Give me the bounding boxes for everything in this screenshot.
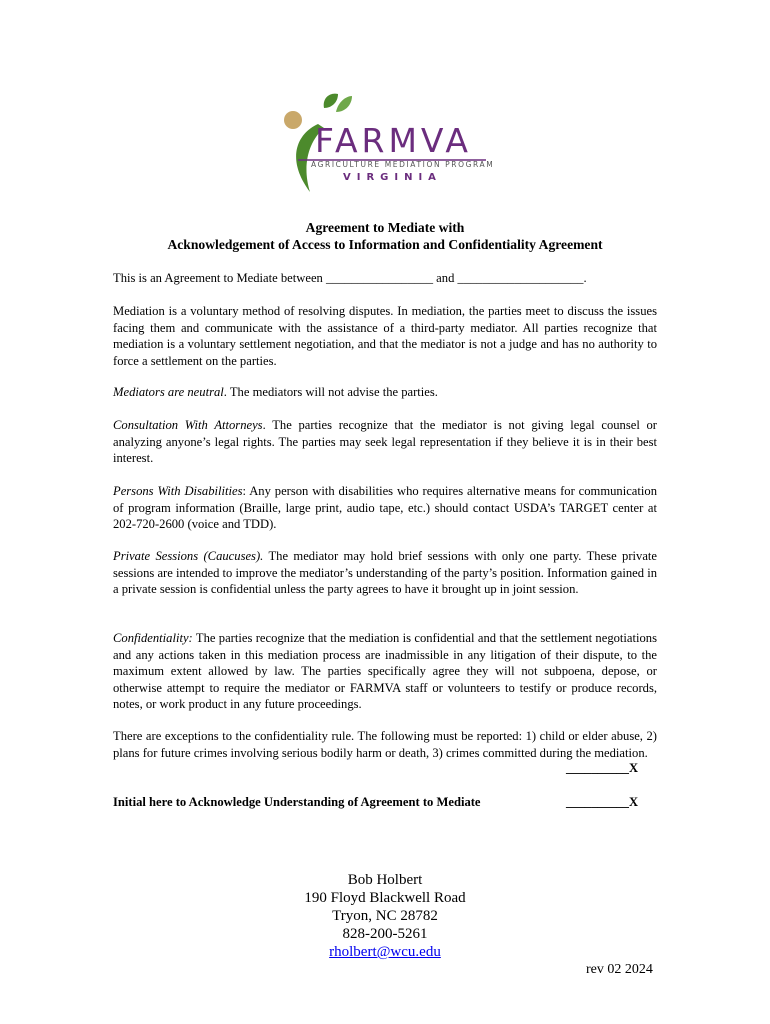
contact-city: Tryon, NC 28782: [332, 908, 438, 924]
logo-wordmark: FARMVA: [315, 121, 472, 160]
confidentiality-heading: Confidentiality:: [113, 631, 193, 645]
document-title-line1: Agreement to Mediate with: [305, 220, 465, 235]
private-sessions-paragraph: [113, 548, 657, 598]
contact-email-link[interactable]: rholbert@wcu.edu: [329, 944, 441, 960]
mediation-paragraph: Mediation is a voluntary method of resolving disputes. In mediation, the parties meet to discuss the issues facing them and communicate with the assistance of a third-party mediator. All parties recognize that mediation is a voluntary settlement negotiation, and that the mediator is not a judge and has no authority to force a settlement on the parties.: [113, 304, 657, 368]
contact-phone: 828-200-5261: [342, 926, 428, 942]
contact-address: 190 Floyd Blackwell Road: [304, 890, 466, 906]
neutral-heading: Mediators are neutral: [113, 385, 224, 399]
attorneys-heading: Consultation With Attorneys: [113, 418, 263, 432]
disabilities-text: : Any person with disabilities who requires alternative means for communication of program information (Braille, large print, audio tape, etc.) should contact USDA’s TARGET center at 202-720-2600 (voice and TDD).: [113, 484, 657, 532]
confidentiality-paragraph: [113, 630, 657, 713]
intro-suffix: .: [583, 271, 587, 285]
logo-state: VIRGINIA: [343, 172, 442, 183]
intro-prefix: This is an Agreement to Mediate between: [113, 271, 326, 285]
disabilities-paragraph: [113, 483, 657, 533]
document-title-line2: Acknowledgement of Access to Information and Confidentiality Agreement: [167, 237, 603, 252]
attorneys-text: . The parties recognize that the mediator is not giving legal counsel or analyzing anyone’s legal rights. The parties may seek legal representation if they believe it is in their best interest.: [113, 418, 657, 466]
revision-label: rev 02 2024: [586, 962, 653, 977]
attorneys-paragraph: [113, 417, 657, 467]
neutral-text: . The mediators will not advise the parties.: [223, 385, 438, 399]
initial-field-exceptions[interactable]: __________X: [566, 761, 639, 775]
acknowledgement-label: Initial here to Acknowledge Understanding of Agreement to Mediate: [113, 795, 481, 809]
logo-subtitle: AGRICULTURE MEDIATION PROGRAM: [311, 160, 495, 169]
contact-name: Bob Holbert: [347, 872, 423, 888]
private-sessions-text: The mediator may hold brief sessions with only one party. These private sessions are intended to improve the mediator’s understanding of the party’s position. Information gained in a private session is confidential unless the party agrees to have it brought up in joint session.: [113, 549, 657, 597]
intro-middle: and: [433, 271, 458, 285]
party-blank-1[interactable]: _________________: [325, 271, 434, 285]
initial-field-acknowledgement[interactable]: __________X: [566, 795, 639, 809]
party-blank-2[interactable]: ____________________: [457, 271, 584, 285]
disabilities-heading: Persons With Disabilities: [113, 484, 243, 498]
private-sessions-heading: Private Sessions (Caucuses).: [113, 549, 264, 563]
intro-paragraph: [113, 270, 657, 287]
confidentiality-text: The parties recognize that the mediation is confidential and that the settlement negotiations and any actions taken in this mediation process are inadmissible in any litigation of their dispute, to the maximum extent allowed by law. The parties specifically agree they will not subpoena, depose, or otherwise attempt to require the mediator or FARMVA staff or volunteers to testify or produce records, notes, or work product in any future proceedings.: [113, 631, 657, 712]
neutral-paragraph: [113, 384, 657, 401]
contact-email-line: [0, 943, 770, 961]
exceptions-paragraph: There are exceptions to the confidentiality rule. The following must be reported: 1) child or elder abuse, 2) plans for future crimes involving serious bodily harm or death, 3) crimes committed during the mediation.: [113, 729, 657, 760]
